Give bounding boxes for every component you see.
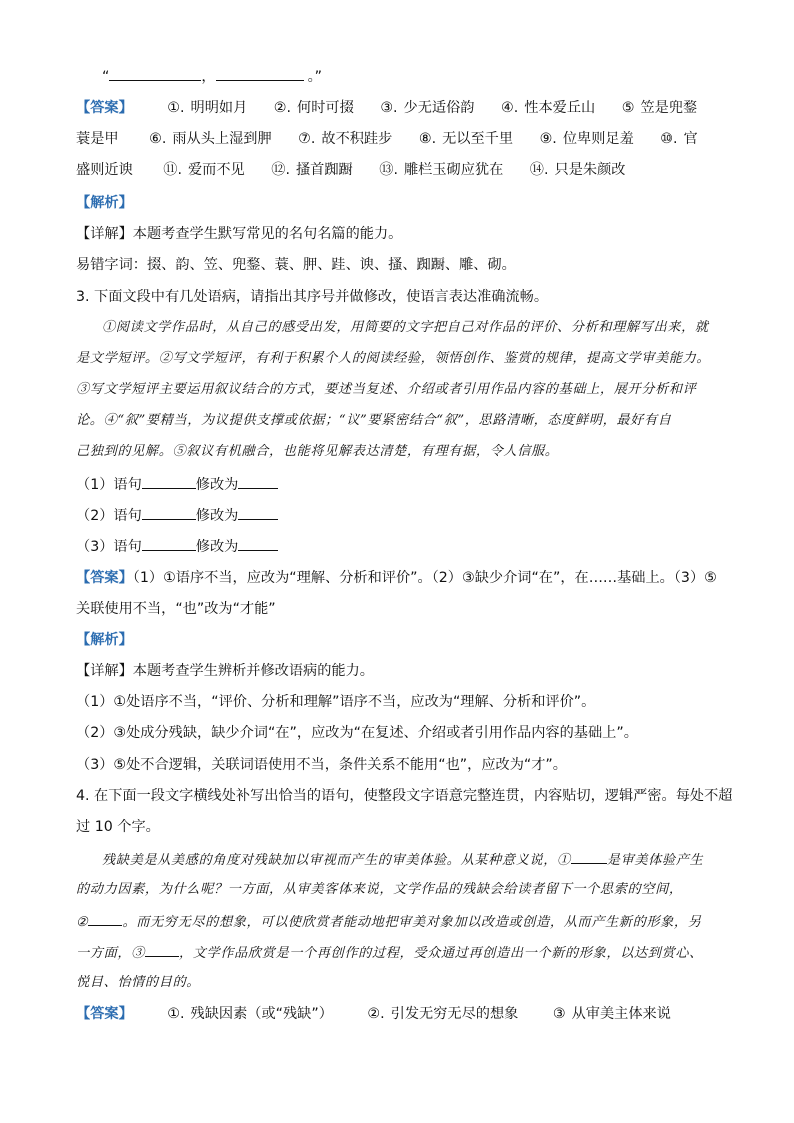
question-4-title: 过 10 个字。 xyxy=(76,819,160,835)
fill-blank[interactable] xyxy=(88,911,122,926)
detail-tag: 【详解】 xyxy=(76,226,133,242)
answer-item: ⑤ 笠是兜鍪 xyxy=(621,100,698,116)
q4-passage-line: 一方面，③ ，文学作品欣赏是一个再创作的过程，受众通过再创造出一个新的形象，以达到赏心、 xyxy=(76,942,726,964)
q3-answer-line: 关联使用不当，“也”改为“才能” xyxy=(76,601,276,617)
question-4-title: 4. 在下面一段文字横线处补写出恰当的语句，使整段文字语意完整连贯，内容贴切，逻辑严密。每处不超 xyxy=(76,788,733,804)
answer-item: ⑪. 爱而不见 xyxy=(163,162,245,178)
answer1-line1 xyxy=(76,98,726,118)
q4-passage-line: 残缺美是从美感的角度对残缺加以审视而产生的审美体验。从某种意义说，① 是审美体验产生 xyxy=(102,849,752,871)
answer-item: ⑥. 雨从头上湿到胛 xyxy=(149,131,272,147)
detail-line: 【详解】本题考查学生默写常见的名句名篇的能力。 xyxy=(76,226,403,242)
fill-blank[interactable] xyxy=(238,536,278,551)
fill-blank[interactable] xyxy=(216,66,304,81)
q3-analysis-point: （2）③处成分残缺，缺少介词“在”，应改为“在复述、介绍或者引用作品内容的基础上”。 xyxy=(76,725,638,741)
q3-passage-line: 己独到的见解。⑤叙议有机融合，也能将见解表达清楚，有理有据，令人信服。 xyxy=(76,444,559,459)
question-3-title: 3. 下面文段中有几处语病，请指出其序号并做修改，使语言表达准确流畅。 xyxy=(76,289,549,305)
q3-passage-line: 论。④“叙”要精当，为议提供支撑或依据；“议”要紧密结合“叙”，思路清晰，态度鲜明，最好有自 xyxy=(76,413,672,428)
answer-item: ⑦. 故不积跬步 xyxy=(298,131,393,147)
q3-blank-row: （3）语句 修改为 xyxy=(76,536,726,557)
fill-blank[interactable] xyxy=(238,505,278,520)
answer-item: ③ 从审美主体来说 xyxy=(552,1006,671,1022)
answer1-line3: 盛则近谀 ⑪. 爱而不见 ⑫. 搔首踟蹰 ⑬. 雕栏玉砌应犹在 ⑭. 只是朱颜改 xyxy=(76,162,626,178)
fill-blank[interactable] xyxy=(238,474,278,489)
answer-item: ⑭. 只是朱颜改 xyxy=(529,162,626,178)
quote-close: 。” xyxy=(307,69,323,85)
answer-item: ⑨. 位卑则足羞 xyxy=(539,131,634,147)
q4-passage-line: ② 。而无穷无尽的想象，可以使欣赏者能动地把审美对象加以改造或创造，从而产生新的形象，另 xyxy=(76,911,726,933)
answer-item: ⑩. 官 xyxy=(660,131,698,147)
answer-tag: 【答案】 xyxy=(76,100,133,116)
quote-fill-line xyxy=(102,66,752,87)
q3-answer-line: 【答案】（1）①语序不当，应改为“理解、分析和评价”。（2）③缺少介词“在”，在……基础上。（3）⑤ xyxy=(76,570,717,586)
q4-passage-line: 悦目、怡情的目的。 xyxy=(76,975,201,990)
q3-analysis-point: （3）⑤处不合逻辑，关联词语使用不当，条件关系不能用“也”，应改为“才”。 xyxy=(76,757,567,773)
q4-passage-line: 的动力因素，为什么呢？一方面，从审美客体来说，文学作品的残缺会给读者留下一个思索的空间， xyxy=(76,882,683,897)
fill-blank[interactable] xyxy=(145,942,179,957)
typo-words-line: 易错字词：掇、韵、笠、兜鍪、蓑、胛、跬、谀、搔、踟蹰、雕、砌。 xyxy=(76,257,516,273)
fill-blank[interactable] xyxy=(571,849,607,864)
q3-blank-row: （2）语句 修改为 xyxy=(76,505,726,526)
answer-item: ①. 明明如月 xyxy=(167,100,248,116)
answer-tag: 【答案】 xyxy=(76,570,133,586)
answer-item: ②. 何时可掇 xyxy=(273,100,354,116)
fill-blank[interactable] xyxy=(109,66,201,81)
analysis-tag: 【解析】 xyxy=(76,195,133,211)
answer-item: ①. 残缺因素（或“残缺”） xyxy=(167,1006,333,1022)
quote-open: “ xyxy=(102,69,110,85)
answer-item: ②. 引发无穷无尽的想象 xyxy=(367,1006,519,1022)
answer-item: ④. 性本爱丘山 xyxy=(501,100,596,116)
fill-blank[interactable] xyxy=(142,474,196,489)
detail-line: 【详解】本题考查学生辨析并修改语病的能力。 xyxy=(76,663,374,679)
q3-passage-line: ③写文学短评主要运用叙议结合的方式，要述当复述、介绍或者引用作品内容的基础上，展开分析和评 xyxy=(76,382,697,397)
fill-blank[interactable] xyxy=(142,536,196,551)
q3-analysis-point: （1）①处语序不当，“评价、分析和理解”语序不当，应改为“理解、分析和评价”。 xyxy=(76,694,596,710)
answer-tag: 【答案】 xyxy=(76,1006,133,1022)
answer-item: ⑫. 搔首踟蹰 xyxy=(271,162,353,178)
q3-passage-line: 是文学短评。②写文学短评，有利于积累个人的阅读经验，领悟创作、鉴赏的规律，提高文学审美能力。 xyxy=(76,351,711,366)
analysis-tag: 【解析】 xyxy=(76,632,133,648)
answer1-line2: 蓑是甲 ⑥. 雨从头上湿到胛 ⑦. 故不积跬步 ⑧. 无以至千里 ⑨. 位卑则足羞 ⑩. 官 xyxy=(76,131,698,147)
q3-passage-line: ①阅读文学作品时，从自己的感受出发，用简要的文字把自己对作品的评价、分析和理解写出来，就 xyxy=(102,320,709,335)
q4-answer-line xyxy=(76,1004,726,1024)
q3-blank-row: （1）语句 修改为 xyxy=(76,474,726,495)
quote-comma: ， xyxy=(201,69,216,85)
answer-item: ③. 少无适俗韵 xyxy=(380,100,475,116)
answer-item: ⑬. 雕栏玉砌应犹在 xyxy=(379,162,504,178)
fill-blank[interactable] xyxy=(142,505,196,520)
detail-tag: 【详解】 xyxy=(76,663,133,679)
answer-item: ⑧. 无以至千里 xyxy=(418,131,514,147)
